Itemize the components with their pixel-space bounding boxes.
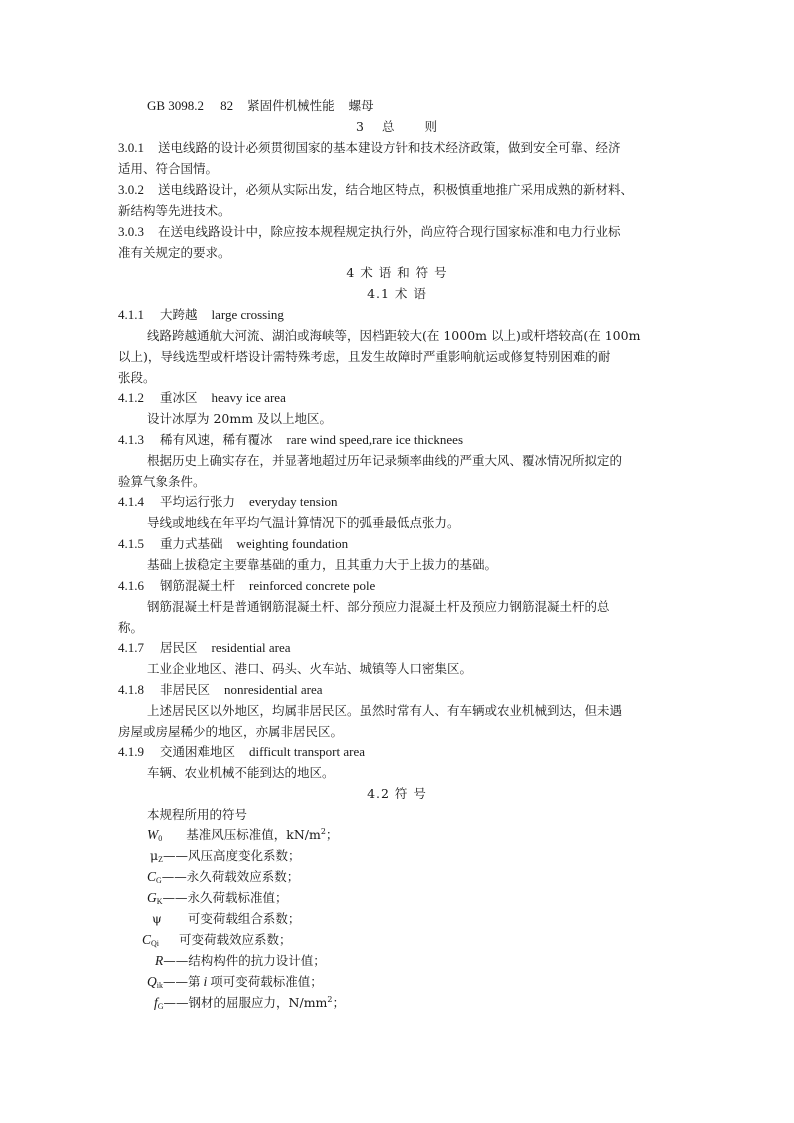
section-4-2-heading: 4.2 符 号 <box>367 786 427 801</box>
ref-title: 紧固件机械性能 <box>247 98 335 113</box>
symbol-subscript: K <box>156 897 163 906</box>
term-4-1-6 <box>118 578 375 594</box>
term-4-1-3 <box>118 432 463 448</box>
symbols-intro: 本规程所用的符号 <box>147 807 248 822</box>
symbol-letter: C <box>142 932 152 947</box>
symbol-description: 基准风压标准值，kN/m <box>186 827 321 842</box>
symbol-punctuation: ； <box>332 995 346 1010</box>
term-number: 4.1.9 <box>118 744 144 759</box>
chapter-4-heading: 4 术 语 和 符 号 <box>346 265 448 280</box>
symbol-fg <box>154 995 345 1011</box>
symbol-subscript: G <box>156 876 162 885</box>
term-4-1-8 <box>118 682 323 698</box>
clause-number: 3.0.2 <box>118 182 144 197</box>
term-number: 4.1.3 <box>118 432 144 447</box>
clause-3-0-3 <box>118 224 621 240</box>
symbol-subscript: Z <box>158 855 164 864</box>
symbol-gk <box>147 890 288 906</box>
term-number: 4.1.1 <box>118 307 144 322</box>
term-definition: 钢筋混凝土杆是普通钢筋混凝土杆、部分预应力混凝土杆及预应力钢筋混凝土杆的总 <box>147 599 610 614</box>
term-number: 4.1.6 <box>118 578 144 593</box>
ref-year: 82 <box>220 98 234 113</box>
term-definition: 车辆、农业机械不能到达的地区。 <box>147 765 335 780</box>
term-definition: 验算气象条件。 <box>118 474 206 489</box>
term-number: 4.1.8 <box>118 682 144 697</box>
term-4-1-4 <box>118 494 337 510</box>
symbol-letter: W <box>147 827 159 842</box>
term-definition: 导线或地线在年平均气温计算情况下的弧垂最低点张力。 <box>147 515 460 530</box>
term-chinese: 稀有风速，稀有覆冰 <box>160 432 273 447</box>
clause-text-continued: 准有关规定的要求。 <box>118 245 231 260</box>
symbol-description: 可变荷载效应系数； <box>179 932 292 947</box>
reference-line <box>147 98 374 114</box>
term-english: difficult transport area <box>249 744 366 759</box>
symbol-description: ——永久荷载标准值； <box>162 890 288 905</box>
term-chinese: 非居民区 <box>160 682 211 697</box>
term-definition: 设计冰厚为 20mm 及以上地区。 <box>147 411 333 426</box>
symbol-description: ——第 <box>162 974 201 989</box>
term-chinese: 重力式基础 <box>160 536 223 551</box>
symbol-letter: f <box>154 995 158 1010</box>
section-3-word-b: 则 <box>424 119 437 134</box>
term-4-1-7 <box>118 640 291 656</box>
term-definition: 上述居民区以外地区，均属非居民区。虽然时常有人、有车辆或农业机械到达，但未遇 <box>147 703 623 718</box>
symbol-description: ——风压高度变化系数； <box>163 848 301 863</box>
term-definition: 张段。 <box>118 370 156 385</box>
section-3-heading <box>356 119 437 135</box>
term-english: heavy ice area <box>211 390 286 405</box>
symbol-letter: R <box>155 953 164 968</box>
clause-number: 3.0.3 <box>118 224 144 239</box>
ref-subtitle: 螺母 <box>348 98 374 113</box>
term-4-1-5 <box>118 536 348 552</box>
term-definition: 工业企业地区、港口、码头、火车站、城镇等人口密集区。 <box>147 661 473 676</box>
term-chinese: 大跨越 <box>160 307 198 322</box>
term-chinese: 交通困难地区 <box>160 744 236 759</box>
term-chinese: 平均运行张力 <box>160 494 236 509</box>
symbol-description: ——永久荷载效应系数； <box>161 869 300 884</box>
section-3-word-a: 总 <box>381 119 395 134</box>
symbol-index: i <box>203 974 208 989</box>
symbol-cg <box>147 869 299 885</box>
clause-3-0-1 <box>118 140 621 156</box>
symbol-punctuation: ； <box>325 827 339 842</box>
symbol-qik <box>147 974 323 990</box>
term-number: 4.1.4 <box>118 494 144 509</box>
term-chinese: 重冰区 <box>160 390 198 405</box>
clause-text: 送电线路设计，必须从实际出发，结合地区特点，积极慎重地推广采用成熟的新材料、 <box>158 182 634 197</box>
clause-text: 在送电线路设计中，除应按本规程规定执行外，尚应符合现行国家标准和电力行业标 <box>158 224 621 239</box>
section-3-number: 3 <box>356 119 364 134</box>
term-4-1-2 <box>118 390 286 406</box>
symbol-r <box>155 953 326 969</box>
clause-text-continued: 适用、符合国情。 <box>118 161 219 176</box>
term-english: large crossing <box>211 307 284 322</box>
symbol-letter: ψ <box>152 911 162 926</box>
symbol-subscript: Qi <box>151 939 160 948</box>
term-number: 4.1.2 <box>118 390 144 405</box>
symbol-letter: G <box>147 890 157 905</box>
term-definition: 称。 <box>118 620 144 635</box>
symbol-psi <box>152 911 300 927</box>
term-number: 4.1.5 <box>118 536 144 551</box>
symbol-subscript: G <box>157 1002 164 1011</box>
term-chinese: 居民区 <box>160 640 198 655</box>
symbol-subscript: ik <box>156 981 163 990</box>
term-4-1-1 <box>118 307 284 323</box>
clause-text-continued: 新结构等先进技术。 <box>118 203 231 218</box>
symbol-description: ——钢材的屈服应力，N/mm <box>163 995 328 1010</box>
term-chinese: 钢筋混凝土杆 <box>160 578 236 593</box>
symbol-description: ——结构构件的抗力设计值； <box>163 953 326 968</box>
symbol-cqi <box>142 932 292 948</box>
term-definition: 房屋或房屋稀少的地区，亦属非居民区。 <box>118 724 344 739</box>
symbol-subscript: 0 <box>158 834 163 843</box>
symbol-letter: μ <box>150 848 159 863</box>
term-english: everyday tension <box>249 494 338 509</box>
symbol-superscript: 2 <box>327 995 333 1004</box>
term-number: 4.1.7 <box>118 640 144 655</box>
ref-code: GB 3098.2 <box>147 98 205 113</box>
symbol-letter: Q <box>147 974 157 989</box>
symbol-description: 可变荷载组合系数； <box>187 911 301 926</box>
section-4-1-heading: 4.1 术 语 <box>367 286 427 301</box>
term-english: nonresidential area <box>224 682 323 697</box>
term-english: residential area <box>211 640 291 655</box>
clause-3-0-2 <box>118 182 633 198</box>
symbol-description-tail: 项可变荷载标准值； <box>210 974 323 989</box>
term-4-1-9 <box>118 744 365 760</box>
term-definition: 线路跨越通航大河流、湖泊或海峡等，因档距较大(在 1000m 以上)或杆塔较高(在 100m <box>147 328 641 343</box>
symbol-letter: C <box>147 869 157 884</box>
clause-number: 3.0.1 <box>118 140 144 155</box>
term-definition: 以上)，导线选型或杆塔设计需特殊考虑，且发生故障时严重影响航运或修复特别困难的耐 <box>118 349 611 364</box>
symbol-mu-z <box>150 848 301 864</box>
symbol-w0 <box>147 827 338 843</box>
term-english: rare wind speed,rare ice thicknees <box>286 432 464 447</box>
term-english: reinforced concrete pole <box>249 578 376 593</box>
clause-text: 送电线路的设计必须贯彻国家的基本建设方针和技术经济政策，做到安全可靠、经济 <box>158 140 621 155</box>
term-definition: 基础上拔稳定主要靠基础的重力，且其重力大于上拔力的基础。 <box>147 557 498 572</box>
symbol-superscript: 2 <box>320 827 326 836</box>
term-english: weighting foundation <box>236 536 349 551</box>
term-definition: 根据历史上确实存在，并显著地超过历年记录频率曲线的严重大风、覆冰情况所拟定的 <box>147 453 623 468</box>
